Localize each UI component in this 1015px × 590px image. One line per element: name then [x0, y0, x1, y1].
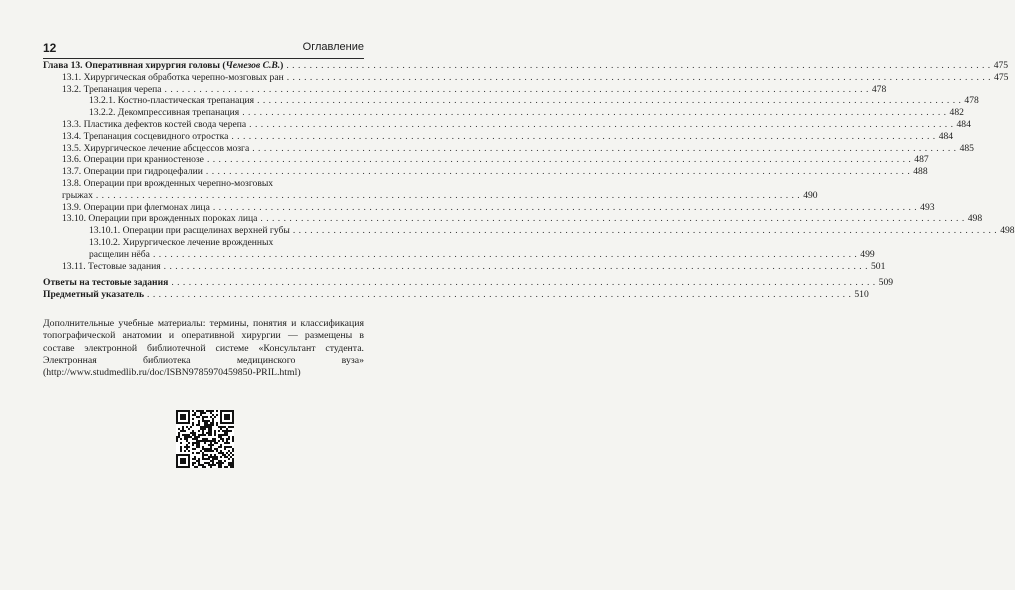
toc-entry-page: 493	[920, 201, 935, 213]
chapter-page: 475	[993, 60, 1009, 71]
toc-entry-continuation[interactable]	[43, 248, 875, 261]
toc-entry[interactable]	[43, 260, 886, 273]
toc-entry[interactable]	[43, 118, 971, 131]
toc-entry[interactable]	[43, 71, 1009, 84]
toc-entry-title: 13.1. Хирургическая обработка черепно-мозговых ран	[62, 71, 284, 83]
toc-entry[interactable]	[43, 154, 929, 166]
toc-entry-page: 501	[870, 260, 886, 272]
toc-entry-page: 478	[871, 83, 887, 95]
toc-entry-title: 13.11. Тестовые задания	[62, 260, 161, 272]
toc-entry-title: 13.9. Операции при флегмонах лица	[62, 201, 210, 213]
toc-entry[interactable]	[43, 142, 974, 155]
toc-entry-title: 13.8. Операции при врожденных черепно-мозговых	[62, 177, 274, 189]
chapter-label: Глава 13. Оперативная хирургия головы	[43, 60, 220, 71]
toc-entry-title: 13.10.2. Хирургическое лечение врожденных	[89, 236, 274, 248]
appendix-entry-title: Ответы на тестовые задания	[43, 277, 169, 289]
toc-entry-page: 488	[913, 166, 928, 178]
toc-entry-page: 475	[994, 71, 1009, 83]
toc-entry[interactable]	[43, 237, 364, 249]
appendix-entry-page: 510	[854, 289, 869, 301]
table-of-contents	[43, 60, 1015, 301]
supplementary-note: Дополнительные учебные материалы: термины, понятия и классификация топографической анатомии и оперативной хирургии — размещены в составе электронной библиотечной системе «Консультант студента. Электронная библиотека медицинского вуза» (http://www.studmedlib.ru/doc/ISBN9785970459850-PRIL.html)	[43, 318, 364, 379]
toc-entry-page: 484	[956, 118, 971, 130]
toc-entry[interactable]	[43, 178, 364, 190]
toc-entry[interactable]	[43, 225, 1015, 237]
toc-entry[interactable]	[43, 130, 954, 143]
toc-entry-page: 478	[964, 95, 979, 107]
page-header	[43, 40, 364, 59]
chapter-entry[interactable]: Глава 13. Оперативная хирургия головы (Чемезов С.В.) . . . 475	[43, 60, 364, 72]
toc-entry-title: 13.4. Трепанация сосцевидного отростка	[62, 130, 229, 142]
toc-entry-title: 13.3. Пластика дефектов костей свода черепа	[62, 118, 247, 130]
toc-entry-page: 499	[860, 248, 875, 260]
running-title: Оглавление	[302, 41, 364, 53]
qr-code-icon	[176, 410, 234, 468]
toc-entry-page: 498	[967, 213, 983, 225]
toc-entry-continuation[interactable]	[43, 189, 818, 202]
toc-entry[interactable]	[43, 95, 979, 107]
toc-entry-page: 490	[803, 189, 818, 201]
toc-entry-page: 482	[949, 107, 964, 119]
toc-entry-title: 13.2. Трепанация черепа	[62, 83, 162, 95]
toc-entry-page: 485	[959, 142, 974, 154]
toc-entry[interactable]	[43, 201, 935, 214]
toc-entry-title: 13.5. Хирургическое лечение абсцессов мозга	[62, 142, 250, 154]
toc-entry-page: 484	[938, 130, 954, 142]
toc-entry[interactable]	[43, 107, 964, 119]
toc-entry[interactable]	[43, 166, 928, 178]
toc-entry-page: 487	[914, 154, 929, 166]
toc-entry-title: 13.2.2. Декомпрессивная трепанация	[89, 107, 240, 119]
toc-entry-title-cont: расщелин нёба	[89, 248, 150, 260]
toc-entry-title: 13.6. Операции при краниостенозе	[62, 154, 204, 166]
toc-entry-title-cont: грыжах	[62, 189, 93, 201]
appendix-entry[interactable]	[43, 277, 894, 289]
toc-entry-title: 13.2.1. Костно-пластическая трепанация	[89, 95, 255, 107]
toc-entry[interactable]	[43, 213, 983, 225]
chapter-author: Чемезов С.В.	[225, 60, 281, 71]
toc-entry[interactable]	[43, 83, 887, 96]
appendix-entry-page: 509	[878, 277, 894, 289]
appendix-entry[interactable]	[43, 289, 869, 301]
appendix-entry-title: Предметный указатель	[43, 289, 145, 301]
toc-entry-title: 13.7. Операции при гидроцефалии	[62, 166, 203, 178]
toc-entry-title: 13.10. Операции при врожденных пороках лица	[62, 213, 258, 225]
toc-entry-page: 498	[1000, 225, 1015, 237]
toc-entry-title: 13.10.1. Операции при расщелинах верхней губы	[89, 225, 290, 237]
page-number: 12	[43, 41, 57, 55]
